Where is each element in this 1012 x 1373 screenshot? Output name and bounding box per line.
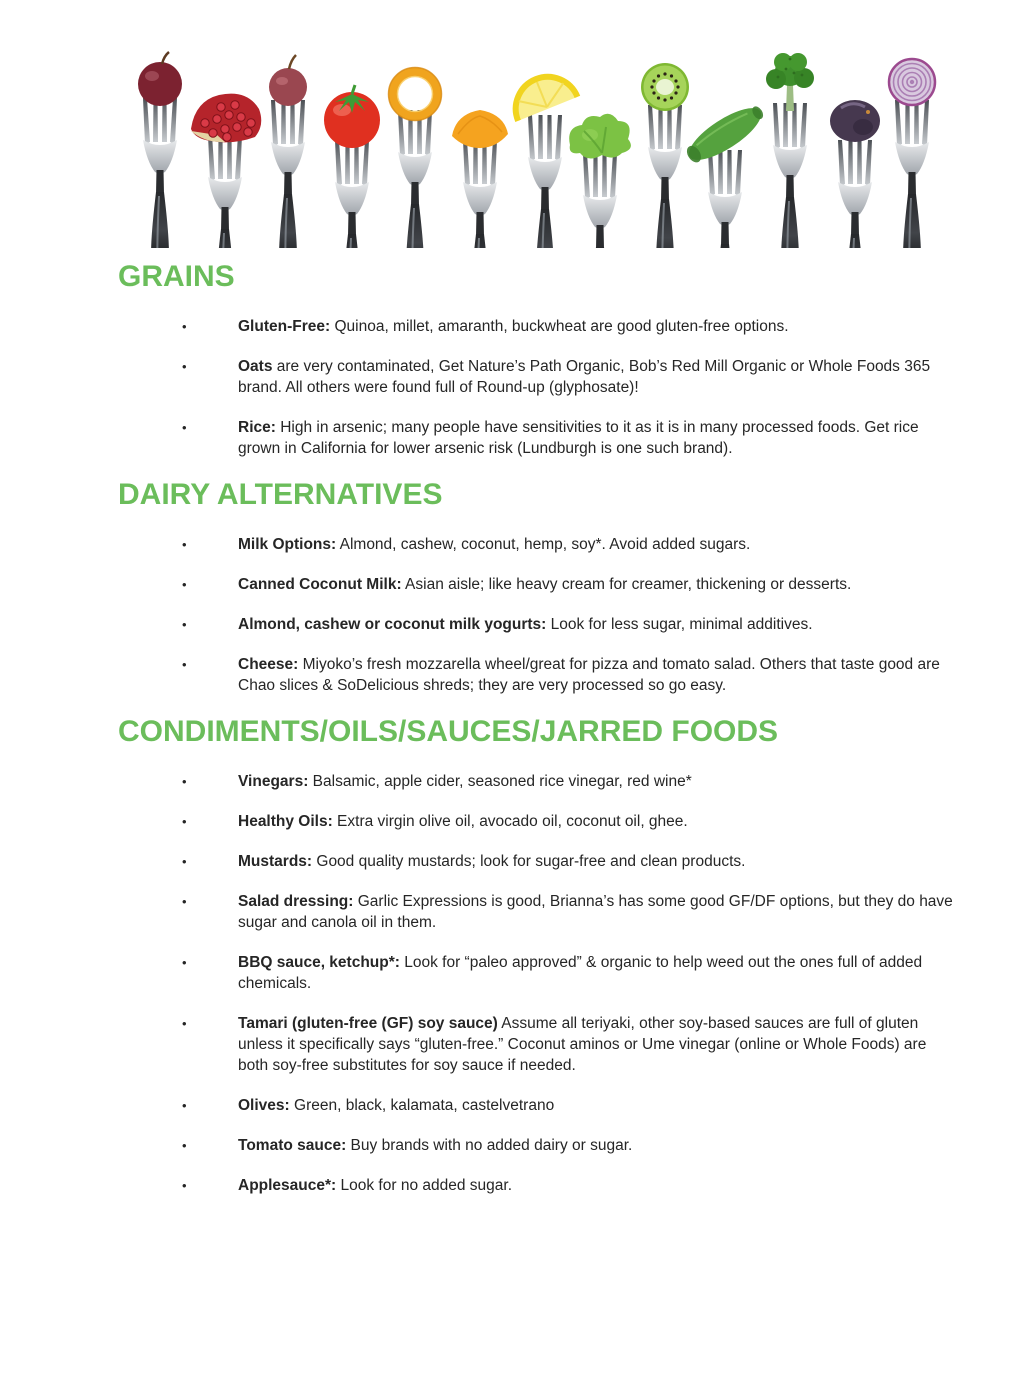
forks-graphic <box>0 42 1012 248</box>
bullet-text <box>238 1175 958 1196</box>
fork-kiwi-icon <box>641 63 689 248</box>
bullet-text <box>238 356 958 398</box>
bullet-lead: Cheese: <box>238 656 299 673</box>
bullet-marker: • <box>182 537 187 552</box>
bullet-body: Buy brands with no added dairy or sugar. <box>346 1137 633 1154</box>
fork-cucumber-icon <box>681 98 769 248</box>
bullet-marker: • <box>182 814 187 829</box>
bullet-marker: • <box>182 1138 187 1153</box>
bullet-lead: Milk Options: <box>238 536 337 553</box>
bullet-body: Green, black, kalamata, castelvetrano <box>289 1097 555 1114</box>
bullet-marker: • <box>182 955 187 970</box>
document-page <box>0 42 1012 1373</box>
bullet-body: Look for less sugar, minimal additives. <box>546 616 813 633</box>
bullet-body: Quinoa, millet, amaranth, buckwheat are good gluten-free options. <box>330 318 789 335</box>
section-dairy-alternatives <box>118 478 958 696</box>
bullet-text <box>238 952 958 994</box>
list-item <box>182 316 958 337</box>
list-item <box>182 771 958 792</box>
bullet-text <box>238 614 958 635</box>
fork-tomato-icon <box>324 85 380 248</box>
bullet-body: Miyoko’s fresh mozzarella wheel/great for pizza and tomato salad. Others that taste good are Chao slices & SoDelicious shreds; they are very processed so go easy. <box>238 656 940 694</box>
fork-lemon-icon <box>506 67 577 248</box>
bullet-text <box>238 811 958 832</box>
list-item <box>182 1095 958 1116</box>
bullet-body: Good quality mustards; look for sugar-free and clean products. <box>312 853 746 870</box>
bullet-lead: Mustards: <box>238 853 313 870</box>
fork-tangerine-icon <box>452 110 508 248</box>
bullet-body: Assume all teriyaki, other soy-based sauces are full of gluten unless it specifically says “gluten-free.” Coconut aminos or Ume vinegar (online or Whole Foods) are both soy-free substitutes for soy sauce if needed. <box>238 1015 927 1074</box>
bullet-lead: Tamari (gluten-free (GF) soy sauce) <box>238 1015 498 1032</box>
fork-lettuce-icon <box>569 114 631 248</box>
bullet-text <box>238 316 958 337</box>
list-item <box>182 851 958 872</box>
bullet-body: Garlic Expressions is good, Brianna’s has some good GF/DF options, but they do have sugar and canola oil in them. <box>238 893 953 931</box>
bullet-marker: • <box>182 854 187 869</box>
bullet-body: High in arsenic; many people have sensitivities to it as it is in many processed foods. Get rice grown in California for lower arsenic risk (Lundburgh is one such brand). <box>238 419 919 457</box>
section-grains <box>118 260 958 459</box>
list-item <box>182 952 958 994</box>
bullet-lead: Almond, cashew or coconut milk yogurts: <box>238 616 547 633</box>
document-body <box>0 260 1012 1196</box>
bullet-body: Asian aisle; like heavy cream for creamer, thickening or desserts. <box>401 576 852 593</box>
bullet-text <box>238 1095 958 1116</box>
list-item <box>182 891 958 933</box>
fork-grape-icon <box>269 55 307 248</box>
bullet-marker: • <box>182 1178 187 1193</box>
bullet-text <box>238 417 958 459</box>
section-heading: GRAINS <box>118 260 235 293</box>
section-heading: DAIRY ALTERNATIVES <box>118 478 443 511</box>
fork-onion-icon <box>889 59 935 248</box>
bullet-text <box>238 654 958 696</box>
bullet-lead: Tomato sauce: <box>238 1137 347 1154</box>
list-item <box>182 417 958 459</box>
bullet-text <box>238 771 958 792</box>
bullet-lead: Applesauce*: <box>238 1177 337 1194</box>
bullet-body: are very contaminated, Get Nature’s Path Organic, Bob’s Red Mill Organic or Whole Foods 365 brand. All others were found full of Round-up (glyphosate)! <box>238 358 931 396</box>
list-item <box>182 1135 958 1156</box>
bullet-lead: Olives: <box>238 1097 290 1114</box>
bullet-lead: Salad dressing: <box>238 893 354 910</box>
bullet-text <box>238 534 958 555</box>
bullet-lead: Vinegars: <box>238 773 309 790</box>
section-heading: CONDIMENTS/OILS/SAUCES/JARRED FOODS <box>118 715 779 748</box>
bullet-marker: • <box>182 657 187 672</box>
list-item <box>182 1013 958 1076</box>
bullet-marker: • <box>182 577 187 592</box>
bullet-body: Look for “paleo approved” & organic to help weed out the ones full of added chemicals. <box>238 954 923 992</box>
bullet-lead: Canned Coconut Milk: <box>238 576 402 593</box>
bullet-text <box>238 851 958 872</box>
bullet-text <box>238 1135 958 1156</box>
bullet-lead: Oats <box>238 358 273 375</box>
bullet-marker: • <box>182 1098 187 1113</box>
bullet-text <box>238 574 958 595</box>
list-item <box>182 356 958 398</box>
bullet-text <box>238 1013 958 1076</box>
bullet-text <box>238 891 958 933</box>
bullet-marker: • <box>182 319 187 334</box>
list-item <box>182 1175 958 1196</box>
list-item <box>182 654 958 696</box>
bullet-marker: • <box>182 774 187 789</box>
bullet-body: Balsamic, apple cider, seasoned rice vinegar, red wine* <box>308 773 692 790</box>
list-item <box>182 614 958 635</box>
bullet-lead: Gluten-Free: <box>238 318 331 335</box>
bullet-lead: Rice: <box>238 419 276 436</box>
list-item <box>182 811 958 832</box>
fork-cherry-icon <box>138 52 182 248</box>
bullet-marker: • <box>182 894 187 909</box>
bullet-body: Extra virgin olive oil, avocado oil, coconut oil, ghee. <box>332 813 688 830</box>
list-item <box>182 534 958 555</box>
fork-pepper-ring-icon <box>389 68 442 249</box>
fork-pomegranate-icon <box>191 94 261 248</box>
list-item <box>182 574 958 595</box>
bullet-body: Look for no added sugar. <box>336 1177 513 1194</box>
header-image <box>0 42 1012 248</box>
bullet-marker: • <box>182 617 187 632</box>
bullet-marker: • <box>182 1016 187 1031</box>
bullet-body: Almond, cashew, coconut, hemp, soy*. Avoid added sugars. <box>336 536 751 553</box>
bullet-lead: BBQ sauce, ketchup*: <box>238 954 400 971</box>
bullet-marker: • <box>182 420 187 435</box>
section-condiments <box>118 715 958 1196</box>
fork-plum-icon <box>830 100 880 248</box>
bullet-lead: Healthy Oils: <box>238 813 333 830</box>
fork-broccoli-icon <box>766 53 814 248</box>
bullet-marker: • <box>182 359 187 374</box>
